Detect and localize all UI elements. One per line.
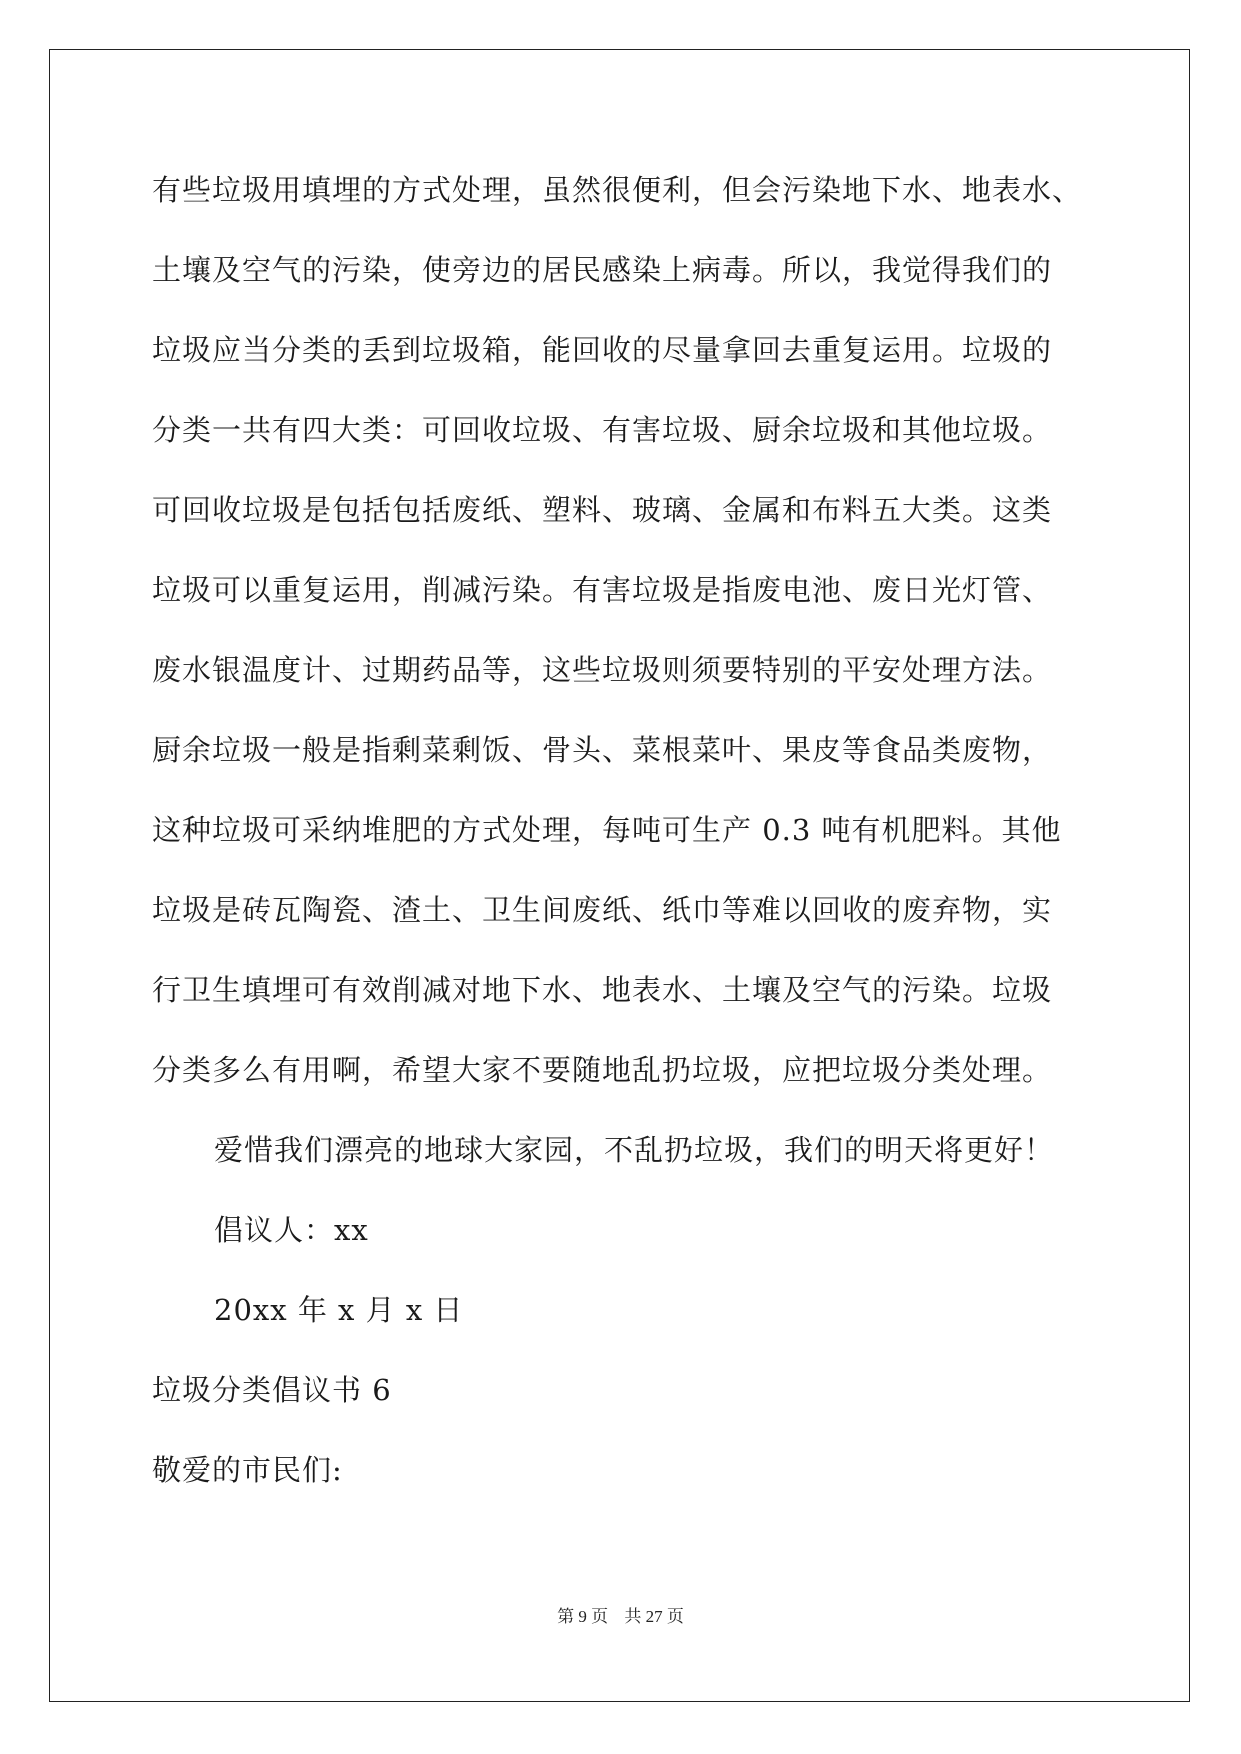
page-total: 共 27 页 bbox=[624, 1607, 684, 1626]
paragraph-line: 废水银温度计、过期药品等，这些垃圾则须要特别的平安处理方法。 bbox=[152, 653, 1053, 687]
document-body bbox=[152, 150, 1092, 1510]
paragraph-line: 分类一共有四大类：可回收垃圾、有害垃圾、厨余垃圾和其他垃圾。 bbox=[152, 413, 1053, 447]
paragraph-line: 垃圾是砖瓦陶瓷、渣土、卫生间废纸、纸巾等难以回收的废弃物，实 bbox=[152, 893, 1053, 927]
page-number: 第 9 页 bbox=[557, 1607, 609, 1626]
paragraph-line: 有些垃圾用填埋的方式处理，虽然很便利，但会污染地下水、地表水、 bbox=[152, 173, 1083, 207]
paragraph-line: 可回收垃圾是包括包括废纸、塑料、玻璃、金属和布料五大类。这类 bbox=[152, 493, 1053, 527]
paragraph-line: 垃圾应当分类的丢到垃圾箱，能回收的尽量拿回去重复运用。垃圾的 bbox=[152, 333, 1053, 367]
date: 20xx 年 x 月 x 日 bbox=[214, 1293, 464, 1327]
paragraph-line: 厨余垃圾一般是指剩菜剩饭、骨头、菜根菜叶、果皮等食品类废物， bbox=[152, 733, 1053, 767]
page-footer bbox=[0, 1602, 1241, 1627]
salutation: 敬爱的市民们: bbox=[152, 1453, 343, 1487]
paragraph-line: 土壤及空气的污染，使旁边的居民感染上病毒。所以，我觉得我们的 bbox=[152, 253, 1053, 287]
paragraph-line: 分类多么有用啊，希望大家不要随地乱扔垃圾，应把垃圾分类处理。 bbox=[152, 1053, 1053, 1087]
paragraph-line: 这种垃圾可采纳堆肥的方式处理，每吨可生产 0.3 吨有机肥料。其他 bbox=[152, 813, 1062, 847]
paragraph-line: 垃圾可以重复运用，削减污染。有害垃圾是指废电池、废日光灯管、 bbox=[152, 573, 1053, 607]
section-title: 垃圾分类倡议书 6 bbox=[152, 1373, 392, 1407]
closing-line: 爱惜我们漂亮的地球大家园，不乱扔垃圾，我们的明天将更好！ bbox=[214, 1133, 1055, 1167]
signer: 倡议人：xx bbox=[214, 1213, 369, 1247]
paragraph-line: 行卫生填埋可有效削减对地下水、地表水、土壤及空气的污染。垃圾 bbox=[152, 973, 1053, 1007]
